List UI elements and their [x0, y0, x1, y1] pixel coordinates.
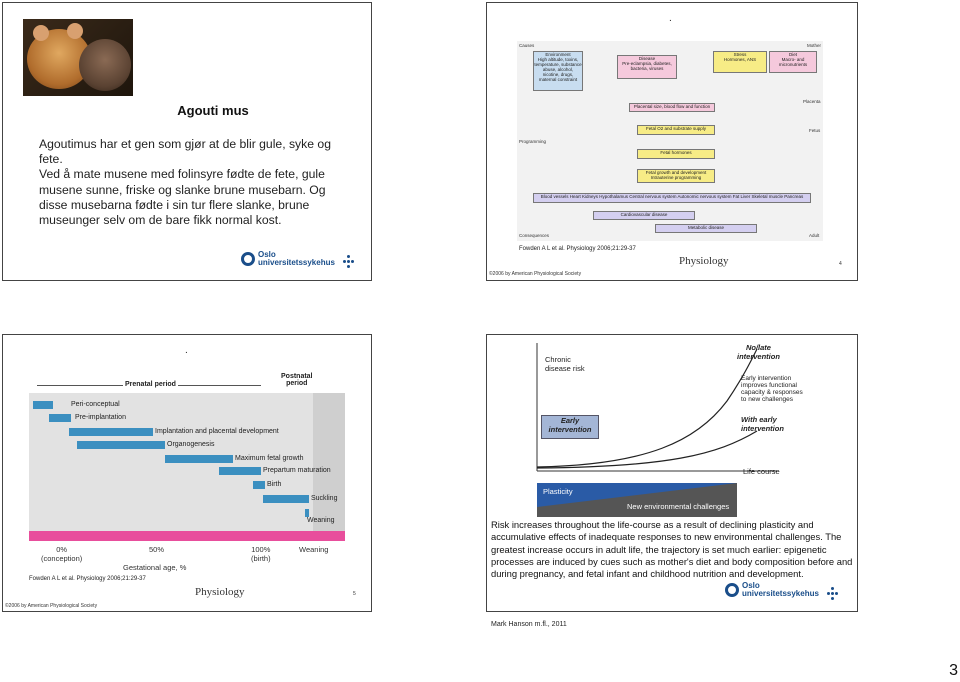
logo-ring-icon	[241, 252, 255, 266]
copyright: ©2006 by American Physiological Society	[489, 271, 582, 277]
box-organs: Blood vessels Heart Kidneys Hypothalamus Central nervous system Autonomic nervous system Fat Liver Skeletal muscle Pancreas	[533, 193, 811, 203]
mouse-ear	[67, 23, 83, 39]
plasticity-label: Plasticity	[543, 487, 573, 496]
programming-diagram	[517, 41, 823, 241]
author: Mark Hanson m.fl., 2011	[491, 621, 567, 628]
label-placenta: Placenta	[803, 99, 821, 104]
box-disease: Disease Pre-eclampsia, diabetes, bacteria, viruses	[617, 55, 677, 79]
box-stress: Stress Hormones, ANS	[713, 51, 767, 73]
dots-icon	[343, 255, 355, 269]
slide-dot: .	[185, 345, 188, 356]
citation: Fowden A L et al. Physiology 2006;21:29-37	[519, 246, 636, 252]
slide-agouti	[2, 2, 372, 281]
slide-number: 4	[839, 261, 842, 267]
box-fetal-o2: Fetal O2 and substrate supply	[637, 125, 715, 135]
axis-tick-0: 0% (conception)	[41, 545, 83, 563]
label-causes: Causes	[519, 43, 535, 48]
label-consequences: Consequences	[519, 233, 550, 238]
row-max-growth: Maximum fetal growth	[235, 455, 304, 462]
brown-mouse	[79, 39, 131, 91]
label-programming: Programming	[519, 139, 547, 144]
slide-disease-risk	[486, 334, 858, 628]
slide-number: 5	[353, 591, 356, 597]
label-mother: Mother	[807, 43, 822, 48]
early-intervention-box: Early intervention	[541, 415, 599, 439]
journal-logo: Physiology	[195, 586, 245, 598]
prenatal-label: Prenatal period	[125, 381, 176, 388]
pink-band	[29, 531, 345, 541]
box-placental-size: Placental size, blood flow and function	[629, 103, 715, 112]
row-weaning: Weaning	[307, 517, 335, 524]
axis-label: Gestational age, %	[123, 563, 187, 572]
axis-weaning: Weaning	[299, 545, 329, 554]
row-birth: Birth	[267, 481, 282, 488]
no-late-label: No/late intervention	[737, 343, 780, 361]
box-diet: Diet Macro- and micronutrients	[769, 51, 817, 73]
row-prepartum: Prepartum maturation	[263, 467, 331, 474]
page-number: 3	[949, 662, 958, 679]
postnatal-shade	[313, 393, 345, 531]
axis-tick-100: 100% (birth)	[251, 545, 271, 563]
citation: Fowden A L et al. Physiology 2006;21:29-37	[29, 576, 146, 582]
box-metabolic: Metabolic disease	[655, 224, 757, 233]
slide-causes-diagram	[486, 2, 858, 281]
oslo-logo: Oslo universitetssykehus	[725, 582, 806, 598]
mice-photo	[23, 19, 133, 96]
box-fetal-hormones: Fetal hormones	[637, 149, 715, 159]
caption: Risk increases throughout the life-course as a result of declining plasticity and accumulative effects of inadequate responses to new environmental challenges. The greatest increase occurs in adult life, the trajectory is set much earlier: epigenetic processes are induced by cues such as mother's diet and body composition before and during pregnancy, and fetal infant and childhood nutrition and development.	[491, 519, 853, 580]
copyright: ©2006 by American Physiological Society	[5, 603, 98, 609]
row-organogenesis: Organogenesis	[167, 441, 215, 448]
dots-icon	[827, 587, 839, 601]
axis-tick-50: 50%	[149, 545, 165, 554]
label-adult: Adult	[809, 233, 820, 238]
slide-gestation-timeline	[2, 334, 372, 612]
new-env-label: New environmental challenges	[627, 502, 730, 511]
slide-title: Agouti mus	[177, 103, 249, 118]
slide-dot: .	[669, 13, 672, 24]
chronic-label: Chronic disease risk	[545, 355, 585, 373]
box-cardiovascular: Cardiovascular disease	[593, 211, 695, 220]
mouse-ear	[33, 25, 49, 41]
early-text: Early intervention improves functional capacity & responses to new challenges	[741, 375, 803, 403]
oslo-logo: Oslo universitetssykehus	[241, 251, 322, 267]
journal-logo: Physiology	[679, 255, 729, 267]
slide-body: Agoutimus har et gen som gjør at de blir gule, syke og fete. Ved å mate musene med folinsyre fødte de fete, gule musene sunne, friske og slanke brune musebarn. Og disse musebarna fødte i sin tur flere slanke, brune museunger selv om de bare fikk normal kost.	[39, 137, 331, 228]
row-implantation: Implantation and placental development	[155, 428, 279, 435]
logo-ring-icon	[725, 583, 739, 597]
box-fetal-growth: Fetal growth and development Intrauterine programming	[637, 169, 715, 183]
row-suckling: Suckling	[311, 495, 338, 502]
box-environment: Environment High altitude, toxins, temperature, substance abuse, alcohol, nicotine, drugs, maternal constraint	[533, 51, 583, 91]
row-pre-implantation: Pre-implantation	[75, 414, 126, 421]
label-fetus: Fetus	[809, 128, 821, 133]
postnatal-label: Postnatal period	[281, 373, 313, 387]
life-course-label: Life course	[743, 467, 780, 476]
row-peri-conceptual: Peri-conceptual	[71, 401, 120, 408]
with-early-label: With early intervention	[741, 415, 784, 433]
